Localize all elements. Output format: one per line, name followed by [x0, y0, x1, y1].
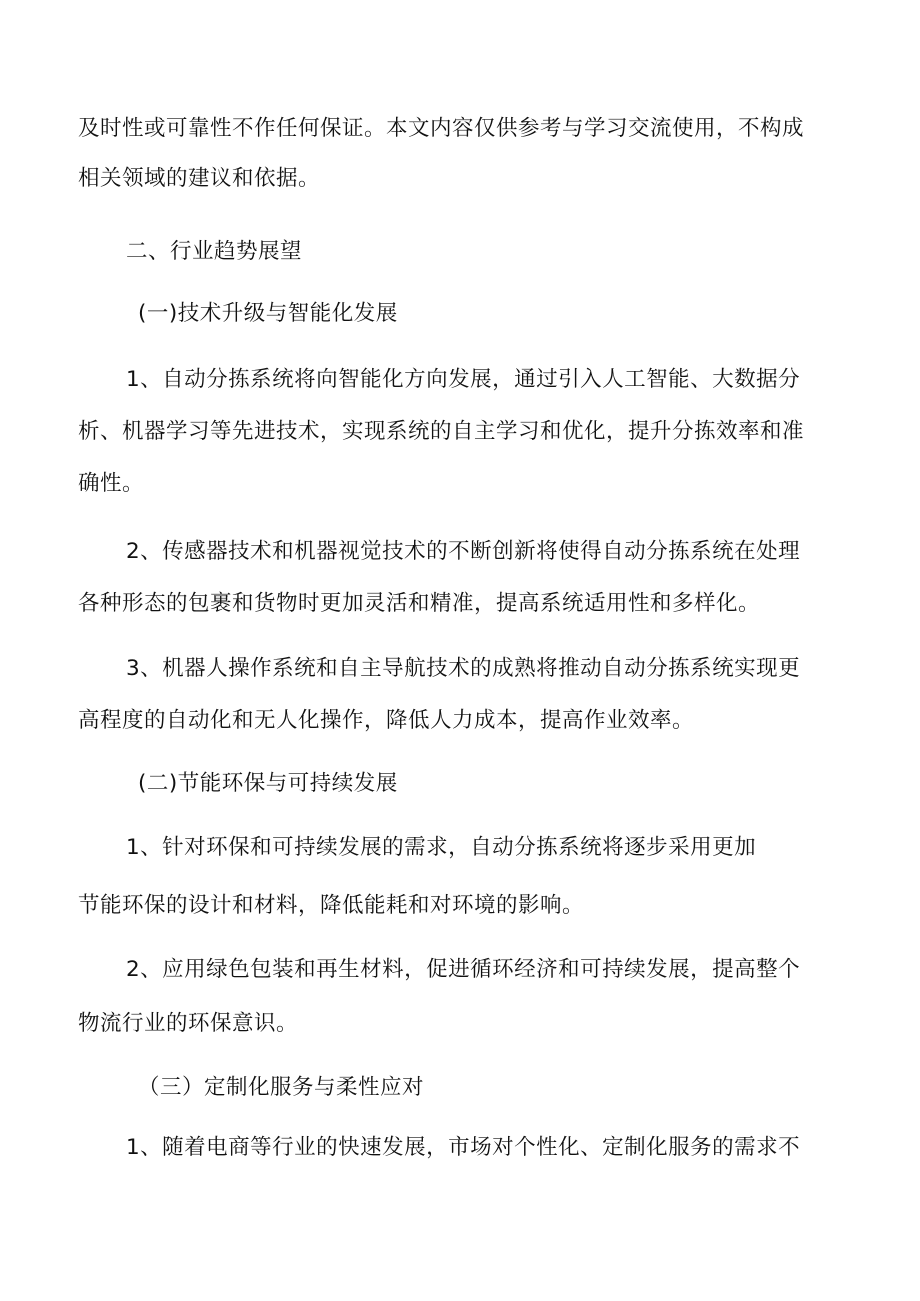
- paragraph-line: 1、随着电商等行业的快速发展，市场对个性化、定制化服务的需求不: [126, 1135, 801, 1160]
- body-text-line: 及时性或可靠性不作任何保证。本文内容仅供参考与学习交流使用，不构成: [78, 116, 805, 141]
- paragraph-line: 2、传感器技术和机器视觉技术的不断创新将使得自动分拣系统在处理: [126, 539, 801, 564]
- paragraph-line: 3、机器人操作系统和自主导航技术的成熟将推动自动分拣系统实现更: [126, 656, 801, 681]
- paragraph-line: 1、自动分拣系统将向智能化方向发展，通过引入人工智能、大数据分: [126, 367, 801, 392]
- body-text-line: 相关领域的建议和依据。: [78, 166, 321, 191]
- subsection-heading: (二)节能环保与可持续发展: [138, 771, 398, 796]
- paragraph-line: 确性。: [78, 471, 145, 496]
- paragraph-line: 物流行业的环保意识。: [78, 1011, 299, 1036]
- paragraph-line: 节能环保的设计和材料，降低能耗和对环境的影响。: [78, 893, 585, 918]
- paragraph-line: 高程度的自动化和无人化操作，降低人力成本，提高作业效率。: [78, 708, 695, 733]
- subsection-heading: (一)技术升级与智能化发展: [138, 301, 398, 326]
- subsection-heading: （三）定制化服务与柔性应对: [138, 1075, 425, 1100]
- paragraph-line: 2、应用绿色包装和再生材料，促进循环经济和可持续发展，提高整个: [126, 957, 801, 982]
- paragraph-line: 1、针对环保和可持续发展的需求，自动分拣系统将逐步采用更加: [126, 835, 757, 860]
- section-heading: 二、行业趋势展望: [126, 239, 303, 264]
- paragraph-line: 析、机器学习等先进技术，实现系统的自主学习和优化，提升分拣效率和准: [78, 419, 805, 444]
- paragraph-line: 各种形态的包裹和货物时更加灵活和精准，提高系统适用性和多样化。: [78, 591, 761, 616]
